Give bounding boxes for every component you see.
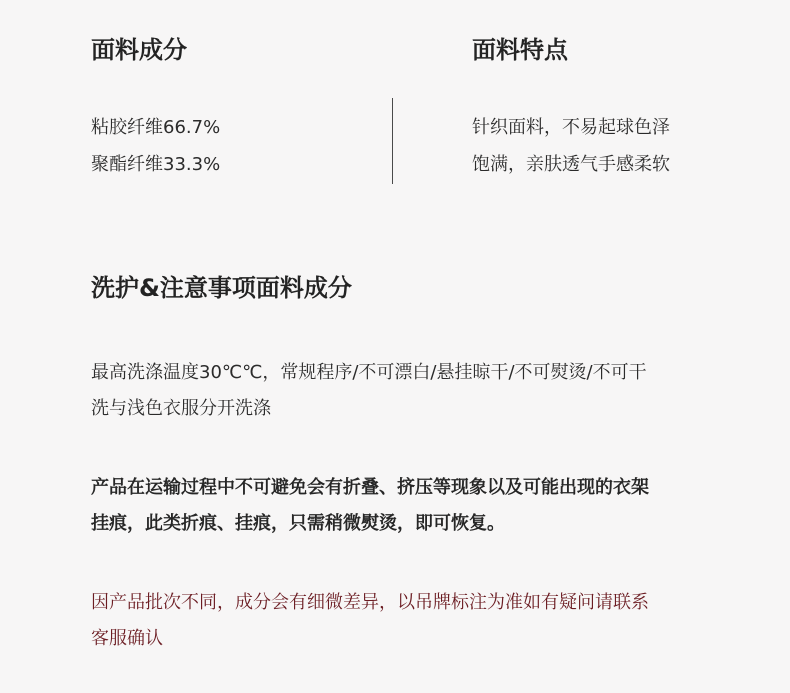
care-instructions xyxy=(91,355,647,427)
column-divider xyxy=(392,98,393,184)
care-line-1: 最高洗涤温度30℃℃，常规程序/不可漂白/悬挂晾干/不可熨烫/不可干 xyxy=(91,362,647,383)
composition-heading: 面料成分 xyxy=(91,36,187,64)
features-heading: 面料特点 xyxy=(472,36,568,64)
transport-note-line-2: 挂痕，此类折痕、挂痕，只需稍微熨烫，即可恢复。 xyxy=(91,513,505,534)
care-line-2: 洗与浅色衣服分开洗涤 xyxy=(91,398,271,419)
variance-notice-line-1: 因产品批次不同，成分会有细微差异，以吊牌标注为准如有疑问请联系 xyxy=(91,592,649,613)
care-heading: 洗护&注意事项面料成分 xyxy=(91,274,352,302)
transport-note-line-1: 产品在运输过程中不可避免会有折叠、挤压等现象以及可能出现的衣架 xyxy=(91,477,649,498)
transport-note xyxy=(91,470,649,542)
composition-line-polyester: 聚酯纤维33.3% xyxy=(91,154,221,175)
features-line-1: 针织面料，不易起球色泽 xyxy=(472,117,670,138)
variance-notice-line-2: 客服确认 xyxy=(91,628,163,649)
features-line-2: 饱满，亲肤透气手感柔软 xyxy=(472,154,670,175)
variance-notice xyxy=(91,585,649,657)
composition-line-viscose: 粘胶纤维66.7% xyxy=(91,117,221,138)
